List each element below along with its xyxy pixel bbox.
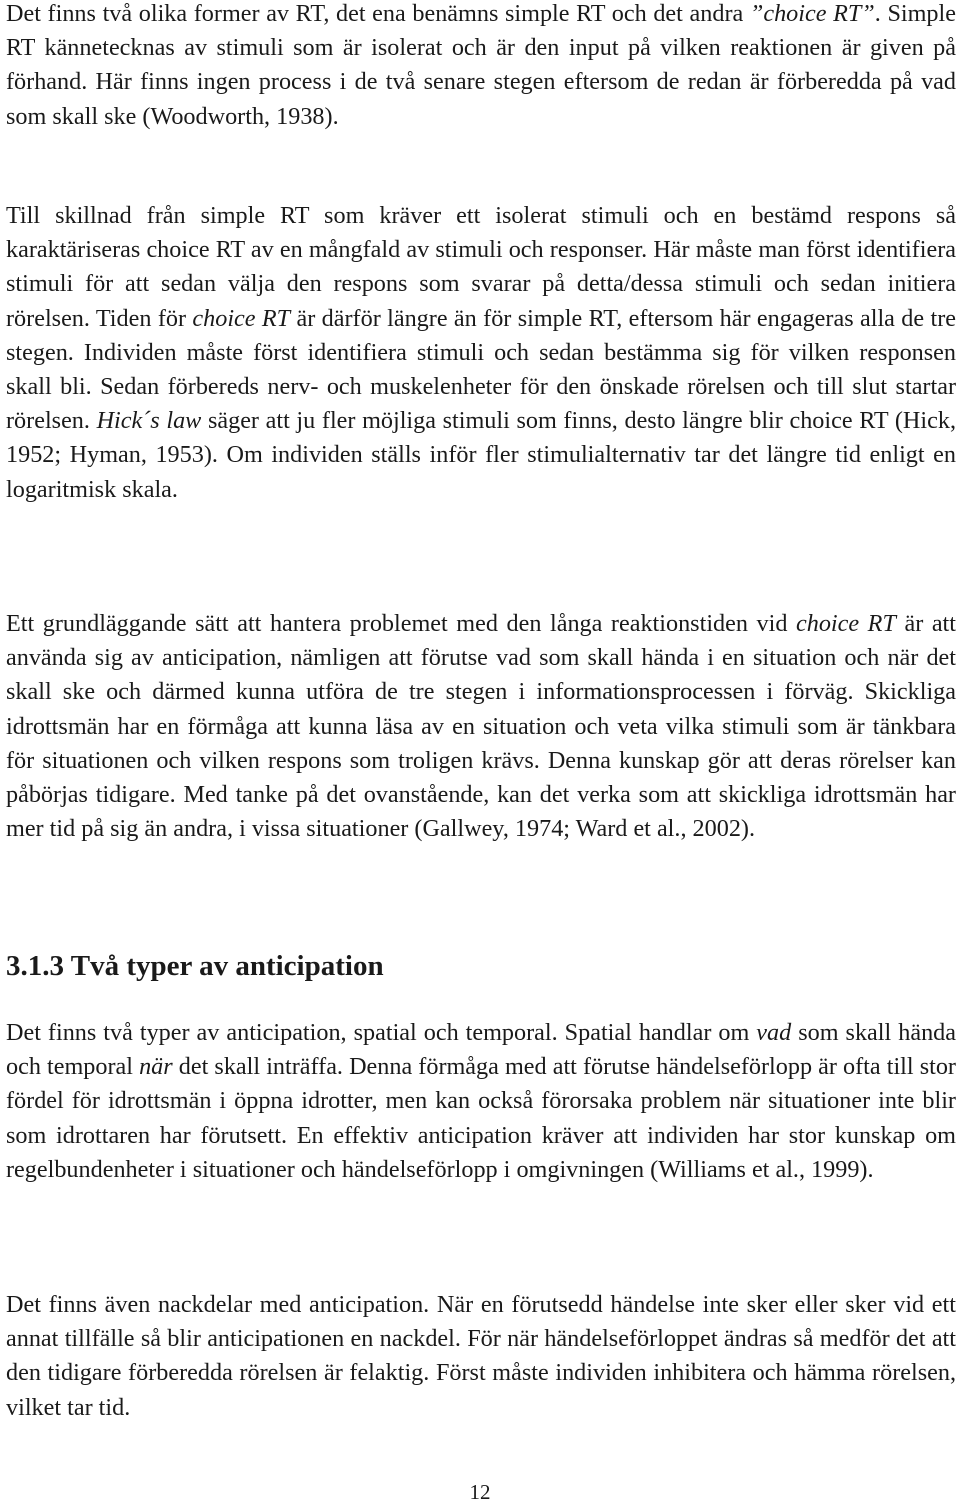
text-run: säger att ju fler möjliga stimuli som finns, desto längre blir choice RT (Hick, 1952; Hyman, 1953). Om individen ställs inför fler stimulialternativ tar det längre tid enligt en logaritmisk skala. [6,407,956,503]
text-run: är därför längre än för simple RT, eftersom här engageras alla de tre stegen. Individen måste först identifiera stimuli och sedan bestämma sig för vilken responsen skall bli. Sedan förbereds nerv- och muskelenheter för den önskade rörelsen och till slut startar rörelsen. [6,304,956,435]
page-number: 12 [469,1480,491,1504]
text-run: är att använda sig av anticipation, nämligen att förutse vad som skall hända i en situation och när det skall ske och därmed kunna utföra de tre stegen i informationsprocessen i förväg. Skickliga idrottsmän har en förmåga att kunna läsa av en situation och veta vilka stimuli som är tänkbara för situationen och vilken respons som troligen krävs. Denna kunskap gör att deras rörelser kan påbörjas tidigare. Med tanke på det ovanstående, kan det verka som att skickliga idrottsmän har mer tid på sig än andra, i vissa situationer (Gallwey, 1974; Ward et al., 2002). [6,610,956,843]
section-heading: 3.1.3 Två typer av anticipation [6,950,384,982]
text-run: . Simple RT kännetecknas av stimuli som är isolerat och är den input på vilken reaktionen är given på förhand. Här finns ingen process i de två senare stegen eftersom de redan är förberedda på vad som skall ske (Woodworth, 1938). [6,0,956,130]
text-run: som skall hända och temporal [6,1019,956,1081]
italic-text: choice RT [796,610,896,637]
italic-text: när [139,1053,173,1081]
italic-text: choice RT [192,304,291,332]
italic-text: vad [756,1019,792,1046]
italic-text: ”choice RT” [749,0,875,27]
paragraph [6,0,956,134]
text-run: det skall inträffa. Denna förmåga med att förutse händelseförlopp är ofta till stor fördel för idrottsmän i öppna idrotter, men kan också förorsaka problem när situationer inte blir som idrottaren har förutsett. En effektiv anticipation kräver att individen har stor kunskap om regelbundenheter i situationer och händelseförlopp i omgivningen (Williams et al., 1999). [6,1053,956,1183]
text-run: Det finns två olika former av RT, det ena benämns simple RT och det andra [6,0,750,27]
paragraph [6,607,956,846]
paragraph [6,1016,956,1187]
italic-text: Hick´s law [96,407,202,435]
paragraph [6,199,956,507]
text-run: Det finns även nackdelar med anticipation. När en förutsedd händelse inte sker eller sker vid ett annat tillfälle så blir anticipationen en nackdel. För när händelseförloppet ändras så medför det att den tidigare förberedda rörelsen är felaktig. Först måste individen inhibitera och hämma rörelsen, vilket tar tid. [6,1291,956,1421]
text-run: Till skillnad från simple RT som kräver ett isolerat stimuli och en bestämd respons så karaktäriseras choice RT av en mångfald av stimuli och responser. Här måste man först identifiera stimuli för att sedan välja den respons som svarar på detta/dessa stimuli och sedan initiera rörelsen. Tiden för [6,202,956,332]
paragraph [6,1288,956,1425]
text-run: Det finns två typer av anticipation, spatial och temporal. Spatial handlar om [6,1019,757,1046]
text-run: Ett grundläggande sätt att hantera problemet med den långa reaktionstiden vid [6,610,796,637]
